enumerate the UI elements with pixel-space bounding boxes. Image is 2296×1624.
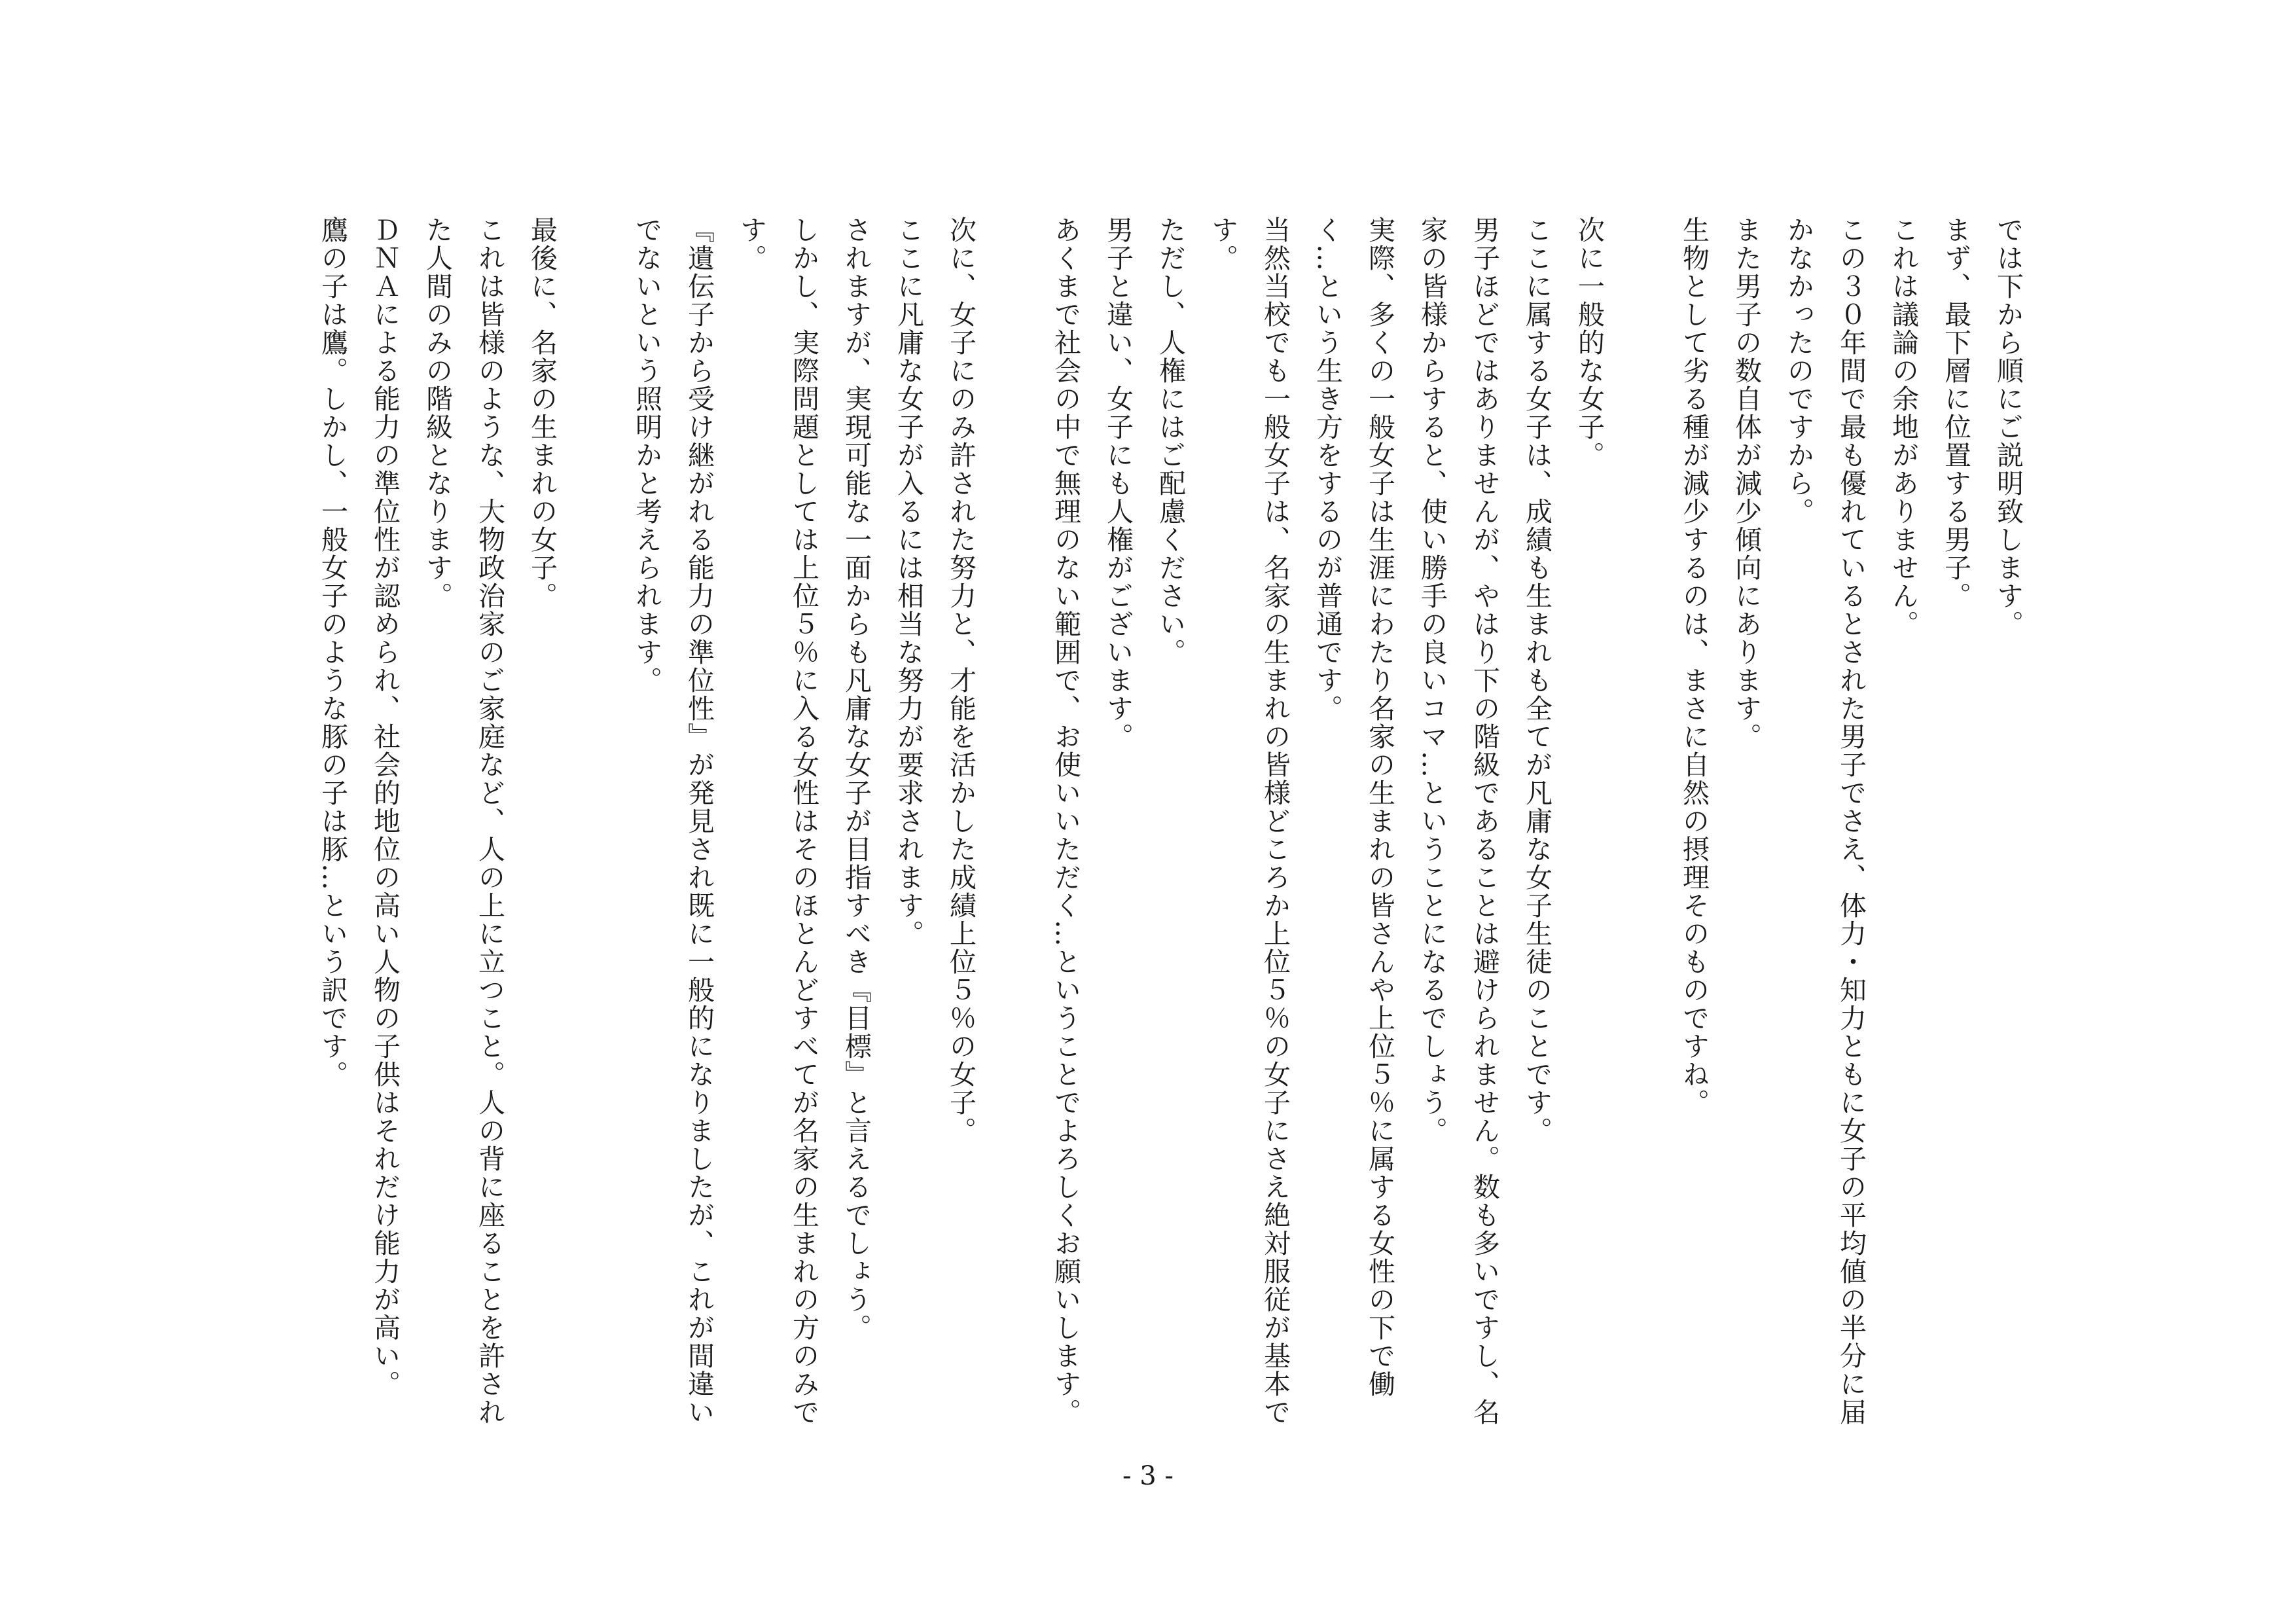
vertical-text-body — [228, 216, 2034, 1453]
text-line: ここに凡庸な女子が入るには相当な努力が要求されます。 — [893, 216, 924, 948]
paragraph-noble-girls — [306, 216, 568, 1453]
text-line: 男子と違い、女子にも人権がございます。 — [1102, 216, 1134, 751]
text-line: 当然当校でも一般女子は、名家の生まれの皆様どころか上位５％の女子にさえ絶対服従が基本です。 — [1207, 216, 1291, 1426]
text-line: 鷹の子は鷹。しかし、一般女子のような豚の子は豚…という訳です。 — [317, 216, 348, 1089]
text-line: ＤＮＡによる能力の準位性が認められ、社会的地位の高い人物の子供はそれだけ能力が高い。 — [369, 216, 401, 1398]
paragraph-male-hierarchy — [1668, 216, 2034, 1453]
text-line: これは皆様のような、大物政治家のご家庭など、人の上に立つこと。人の背に座ることを許された人間のみの階級となります。 — [422, 216, 505, 1426]
text-line: あくまで社会の中で無理のない範囲で、お使いいただく…ということでよろしくお願いします。 — [1050, 216, 1081, 1426]
text-line: では下から順にご説明致します。 — [1992, 216, 2024, 638]
text-line: また男子の数自体が減少傾向にあります。 — [1731, 216, 1762, 751]
text-line: これは議論の余地がありません。 — [1888, 216, 1919, 638]
text-line: されますが、実現可能な一面からも凡庸な女子が目指すべき『目標』と言えるでしょう。 — [840, 216, 872, 1342]
text-line: ここに属する女子は、成績も生まれも全てが凡庸な女子生徒のことです。 — [1521, 216, 1552, 1145]
text-line: 男子ほどではありませんが、やはり下の階級であることは避けられません。数も多いですし、名家の皆様からすると、使い勝手の良いコマ…ということになるでしょう。 — [1416, 216, 1500, 1426]
paragraph-ordinary-girls — [1039, 216, 1615, 1453]
text-line: 生物として劣る種が減少するのは、まさに自然の摂理そのものですね。 — [1678, 216, 1710, 1117]
paragraph-spacer — [987, 216, 1039, 1453]
text-line: 『遺伝子から受け継がれる能力の準位性』が発見され既に一般的になりましたが、これが間違いでないという照明かと考えられます。 — [631, 216, 715, 1426]
text-line: この３０年間で最も優れているとされた男子でさえ、体力・知力ともに女子の平均値の半分に届かなかったのですから。 — [1783, 216, 1867, 1426]
text-line: 次に、女子にのみ許された努力と、才能を活かした成績上位５％の女子。 — [945, 216, 977, 1145]
text-line: まず、最下層に位置する男子。 — [1940, 216, 1971, 610]
text-line: 最後に、名家の生まれの女子。 — [526, 216, 558, 610]
page-number: - 3 - — [1122, 1461, 1174, 1491]
text-line: 実際、多くの一般女子は生涯にわたり名家の生まれの皆さんや上位５％に属する女性の下で働く…という生き方をするのが普通です。 — [1312, 216, 1395, 1398]
paragraph-top-five-percent — [620, 216, 987, 1453]
text-line: しかし、実際問題としては上位５％に入る女性はそのほとんどすべてが名家の生まれの方のみです。 — [736, 216, 819, 1426]
paragraph-spacer — [1615, 216, 1668, 1453]
text-line: ただし、人権にはご配慮ください。 — [1155, 216, 1186, 666]
text-line: 次に一般的な女子。 — [1573, 216, 1605, 469]
paragraph-spacer — [568, 216, 620, 1453]
